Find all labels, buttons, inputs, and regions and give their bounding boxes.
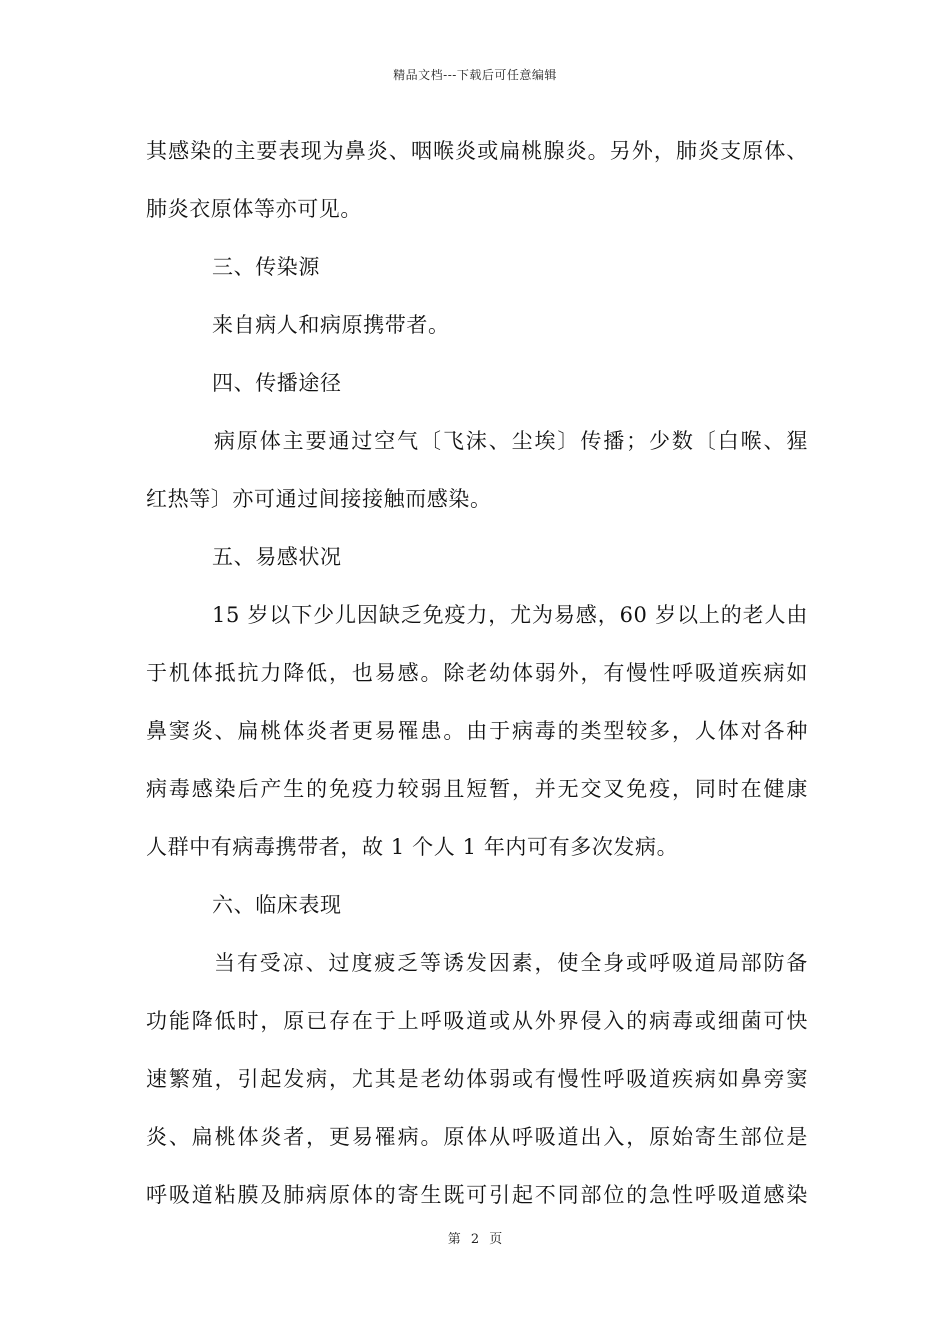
paragraph-line: 红热等〕亦可通过间接接触而感染。: [146, 487, 492, 511]
paragraph-line: 呼吸道粘膜及肺病原体的寄生既可引起不同部位的急性呼吸道感染: [146, 1183, 808, 1207]
page-label-prefix: 第: [447, 1232, 461, 1247]
paragraph-line: 当有受凉、过度疲乏等诱发因素，使全身或呼吸道局部防备: [214, 951, 808, 975]
paragraph-line: 来自病人和病原携带者。: [212, 313, 450, 337]
page-footer: [0, 1228, 950, 1247]
section-heading: 六、临床表现: [212, 893, 342, 917]
paragraph-line: 肺炎衣原体等亦可见。: [146, 197, 362, 221]
paragraph-line: 速繁殖，引起发病，尤其是老幼体弱或有慢性呼吸道疾病如鼻旁窦: [146, 1067, 808, 1091]
paragraph-line: 功能降低时，原已存在于上呼吸道或从外界侵入的病毒或细菌可快: [146, 1009, 808, 1033]
paragraph-line: 鼻窦炎、扁桃体炎者更易罹患。由于病毒的类型较多，人体对各种: [146, 719, 808, 743]
page-header: 精品文档---下载后可任意编辑: [393, 68, 557, 82]
section-heading: 五、易感状况: [212, 545, 342, 569]
paragraph-line: 病毒感染后产生的免疫力较弱且短暂，并无交叉免疫，同时在健康: [146, 777, 808, 801]
paragraph-line: 人群中有病毒携带者，故 1 个人 1 年内可有多次发病。: [146, 835, 679, 859]
page-number: 2: [470, 1232, 480, 1247]
section-heading: 四、传播途径: [212, 371, 342, 395]
paragraph-line: 15 岁以下少儿因缺乏免疫力，尤为易感，60 岁以上的老人由: [212, 603, 808, 627]
paragraph-line: 病原体主要通过空气〔飞沫、尘埃〕传播；少数〔白喉、猩: [214, 429, 808, 453]
page-label-suffix: 页: [489, 1232, 503, 1247]
document-body: [146, 122, 808, 1224]
paragraph-line: 炎、扁桃体炎者，更易罹病。原体从呼吸道出入，原始寄生部位是: [146, 1125, 808, 1149]
paragraph-line: 其感染的主要表现为鼻炎、咽喉炎或扁桃腺炎。另外，肺炎支原体、: [146, 139, 808, 163]
section-heading: 三、传染源: [212, 255, 320, 279]
paragraph-line: 于机体抵抗力降低，也易感。除老幼体弱外，有慢性呼吸道疾病如: [146, 661, 808, 685]
